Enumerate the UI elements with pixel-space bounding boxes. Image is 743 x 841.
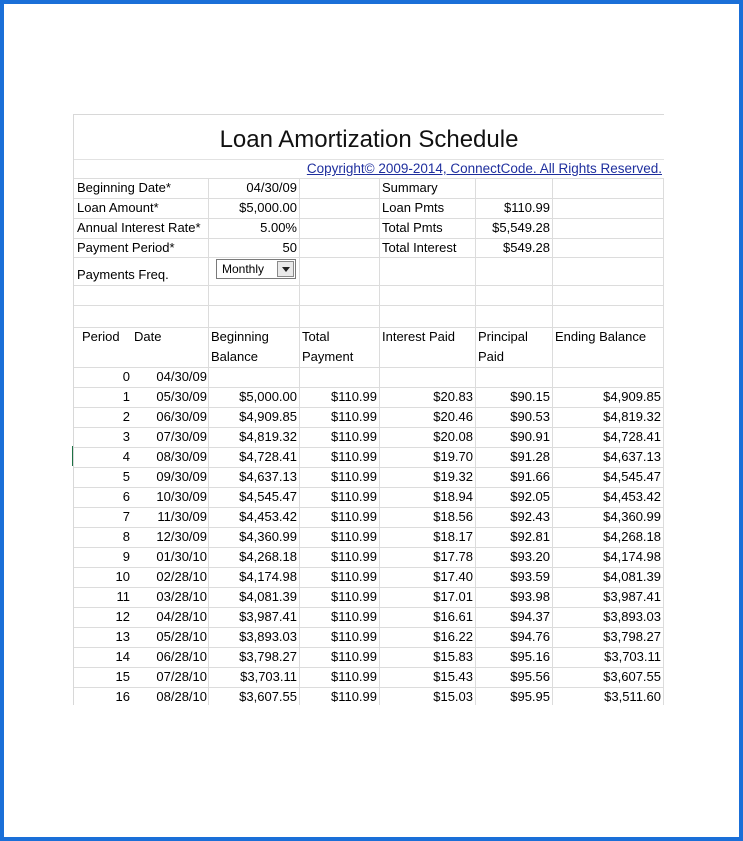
cell-interest-paid[interactable]: $20.83 bbox=[433, 389, 473, 404]
cell-period[interactable]: 13 bbox=[115, 629, 130, 644]
cell-period[interactable]: 7 bbox=[122, 509, 130, 524]
cell-ending-balance[interactable]: $4,545.47 bbox=[603, 469, 661, 484]
cell-ending-balance[interactable]: $3,893.03 bbox=[603, 609, 661, 624]
header-total-payment bbox=[302, 327, 353, 367]
cell-ending-balance[interactable]: $3,607.55 bbox=[603, 669, 661, 684]
cell-interest-paid[interactable]: $15.03 bbox=[433, 689, 473, 704]
cell-interest-paid[interactable]: $17.01 bbox=[433, 589, 473, 604]
cell-date[interactable]: 05/28/10 bbox=[156, 629, 207, 644]
cell-total-payment[interactable]: $110.99 bbox=[330, 389, 377, 404]
cell-beginning-balance[interactable]: $3,607.55 bbox=[239, 689, 297, 704]
cell-ending-balance[interactable]: $3,511.60 bbox=[604, 689, 661, 704]
cell-period[interactable]: 16 bbox=[115, 689, 130, 704]
chevron-down-icon[interactable] bbox=[277, 261, 294, 277]
grid-line bbox=[663, 178, 664, 705]
cell-interest-paid[interactable]: $15.83 bbox=[433, 649, 473, 664]
cell-interest-paid[interactable]: $19.70 bbox=[433, 449, 473, 464]
cell-date[interactable]: 09/30/09 bbox=[156, 469, 207, 484]
cell-ending-balance[interactable]: $4,268.18 bbox=[603, 529, 661, 544]
loan-amount-value[interactable]: $5,000.00 bbox=[239, 200, 297, 215]
cell-period[interactable]: 10 bbox=[115, 569, 130, 584]
cell-beginning-balance[interactable]: $4,909.85 bbox=[239, 409, 297, 424]
header-total-payment-line2: Payment bbox=[302, 349, 354, 364]
header-date: Date bbox=[134, 329, 162, 344]
cell-principal-paid[interactable]: $91.66 bbox=[510, 469, 550, 484]
cell-date[interactable]: 04/28/10 bbox=[156, 609, 207, 624]
cell-interest-paid[interactable]: $18.56 bbox=[433, 509, 473, 524]
cell-date[interactable]: 02/28/10 bbox=[156, 569, 207, 584]
cell-beginning-balance[interactable]: $4,174.98 bbox=[239, 569, 297, 584]
cell-total-payment[interactable] bbox=[299, 367, 377, 387]
cell-period[interactable]: 6 bbox=[122, 489, 130, 504]
cell-beginning-balance[interactable]: $4,819.32 bbox=[239, 429, 297, 444]
cell-date[interactable]: 04/30/09 bbox=[156, 369, 207, 384]
total-pmts-label: Total Pmts bbox=[382, 220, 443, 235]
loan-pmts-value: $110.99 bbox=[503, 200, 550, 215]
summary-heading: Summary bbox=[382, 180, 438, 195]
cell-ending-balance[interactable]: $3,703.11 bbox=[604, 649, 661, 664]
cell-total-payment[interactable]: $110.99 bbox=[330, 589, 377, 604]
interest-rate-label: Annual Interest Rate* bbox=[77, 220, 201, 235]
cell-total-payment[interactable]: $110.99 bbox=[330, 429, 377, 444]
cell-ending-balance[interactable]: $4,637.13 bbox=[603, 449, 661, 464]
grid-line bbox=[74, 305, 664, 306]
cell-date[interactable]: 05/30/09 bbox=[156, 389, 207, 404]
cell-period[interactable]: 15 bbox=[115, 669, 130, 684]
cell-date[interactable]: 07/30/09 bbox=[156, 429, 207, 444]
cell-principal-paid[interactable]: $93.20 bbox=[510, 549, 550, 564]
cell-total-payment[interactable]: $110.99 bbox=[330, 569, 377, 584]
cell-beginning-balance[interactable]: $4,268.18 bbox=[239, 549, 297, 564]
cell-beginning-balance[interactable] bbox=[208, 367, 297, 387]
cell-interest-paid[interactable]: $19.32 bbox=[433, 469, 473, 484]
cell-principal-paid[interactable]: $94.76 bbox=[510, 629, 550, 644]
sheet-title: Loan Amortization Schedule bbox=[74, 115, 664, 160]
cell-interest-paid[interactable]: $20.08 bbox=[433, 429, 473, 444]
cell-beginning-balance[interactable]: $4,637.13 bbox=[239, 469, 297, 484]
cell-date[interactable]: 08/30/09 bbox=[156, 449, 207, 464]
cell-total-payment[interactable]: $110.99 bbox=[330, 549, 377, 564]
cell-interest-paid[interactable]: $20.46 bbox=[433, 409, 473, 424]
cell-interest-paid[interactable]: $18.94 bbox=[433, 489, 473, 504]
cell-total-payment[interactable]: $110.99 bbox=[330, 469, 377, 484]
cell-ending-balance[interactable]: $4,174.98 bbox=[603, 549, 661, 564]
cell-ending-balance[interactable]: $4,728.41 bbox=[603, 429, 661, 444]
cell-principal-paid[interactable]: $95.95 bbox=[510, 689, 550, 704]
payments-freq-label: Payments Freq. bbox=[77, 267, 169, 282]
cell-total-payment[interactable]: $110.99 bbox=[330, 689, 377, 704]
cell-interest-paid[interactable]: $17.40 bbox=[433, 569, 473, 584]
cell-period[interactable]: 8 bbox=[122, 529, 130, 544]
loan-pmts-label: Loan Pmts bbox=[382, 200, 445, 215]
cell-total-payment[interactable]: $110.99 bbox=[330, 449, 377, 464]
cell-principal-paid[interactable]: $90.53 bbox=[510, 409, 550, 424]
cell-period[interactable]: 0 bbox=[122, 369, 130, 384]
copyright-link[interactable]: Copyright© 2009-2014, ConnectCode. All Rights Reserved. bbox=[306, 161, 662, 176]
cell-principal-paid[interactable]: $92.81 bbox=[510, 529, 550, 544]
header-principal-paid-line1: Principal bbox=[478, 329, 528, 344]
payment-period-value[interactable]: 50 bbox=[282, 240, 297, 255]
cell-ending-balance[interactable]: $4,819.32 bbox=[603, 409, 661, 424]
cell-period[interactable]: 9 bbox=[122, 549, 130, 564]
header-ending-balance: Ending Balance bbox=[555, 329, 647, 344]
header-beginning-balance-line2: Balance bbox=[211, 349, 258, 364]
grid-line bbox=[74, 198, 664, 199]
cell-total-payment[interactable]: $110.99 bbox=[330, 669, 377, 684]
cell-period[interactable]: 12 bbox=[115, 609, 130, 624]
cell-interest-paid[interactable]: $18.17 bbox=[433, 529, 473, 544]
header-principal-paid-line2: Paid bbox=[478, 349, 505, 364]
cell-date[interactable]: 07/28/10 bbox=[156, 669, 207, 684]
cell-period[interactable]: 4 bbox=[122, 449, 130, 464]
total-pmts-value: $5,549.28 bbox=[492, 220, 550, 235]
cell-period[interactable]: 1 bbox=[122, 389, 130, 404]
header-principal-paid bbox=[478, 327, 528, 367]
cell-principal-paid[interactable]: $93.98 bbox=[510, 589, 550, 604]
cell-beginning-balance[interactable]: $4,081.39 bbox=[239, 589, 297, 604]
cell-ending-balance[interactable]: $4,360.99 bbox=[603, 509, 661, 524]
cell-date[interactable]: 11/30/09 bbox=[157, 509, 207, 524]
cell-total-payment[interactable]: $110.99 bbox=[330, 609, 377, 624]
cell-date[interactable]: 12/30/09 bbox=[156, 529, 207, 544]
cell-date[interactable]: 03/28/10 bbox=[156, 589, 207, 604]
header-beginning-balance-line1: Beginning bbox=[211, 329, 269, 344]
cell-period[interactable]: 3 bbox=[122, 429, 130, 444]
cell-interest-paid[interactable]: $16.61 bbox=[433, 609, 473, 624]
cell-total-payment[interactable]: $110.99 bbox=[330, 649, 377, 664]
cell-beginning-balance[interactable]: $3,703.11 bbox=[240, 669, 297, 684]
loan-amount-label: Loan Amount* bbox=[77, 200, 159, 215]
cell-interest-paid[interactable]: $15.43 bbox=[433, 669, 473, 684]
cell-date[interactable]: 01/30/10 bbox=[156, 549, 207, 564]
cell-principal-paid[interactable]: $92.05 bbox=[510, 489, 550, 504]
cell-beginning-balance[interactable]: $3,798.27 bbox=[239, 649, 297, 664]
cell-principal-paid[interactable]: $91.28 bbox=[510, 449, 550, 464]
payment-period-label: Payment Period* bbox=[77, 240, 175, 255]
cell-ending-balance[interactable]: $3,987.41 bbox=[603, 589, 661, 604]
grid-line bbox=[74, 285, 664, 286]
cell-date[interactable]: 06/28/10 bbox=[156, 649, 207, 664]
cell-total-payment[interactable]: $110.99 bbox=[330, 509, 377, 524]
cell-total-payment[interactable]: $110.99 bbox=[330, 529, 377, 544]
cell-ending-balance[interactable]: $4,909.85 bbox=[603, 389, 661, 404]
cell-beginning-balance[interactable]: $4,545.47 bbox=[239, 489, 297, 504]
cell-beginning-balance[interactable]: $5,000.00 bbox=[239, 389, 297, 404]
cell-date[interactable]: 08/28/10 bbox=[156, 689, 207, 704]
cell-principal-paid[interactable]: $90.15 bbox=[510, 389, 550, 404]
cell-interest-paid[interactable] bbox=[379, 367, 473, 387]
header-interest-paid: Interest Paid bbox=[382, 329, 455, 344]
cell-date[interactable]: 06/30/09 bbox=[156, 409, 207, 424]
cell-principal-paid[interactable]: $94.37 bbox=[510, 609, 550, 624]
cell-beginning-balance[interactable]: $3,987.41 bbox=[239, 609, 297, 624]
payments-freq-selected: Monthly bbox=[222, 262, 265, 276]
cell-beginning-balance[interactable]: $3,893.03 bbox=[239, 629, 297, 644]
cell-ending-balance[interactable] bbox=[552, 367, 661, 387]
header-beginning-balance bbox=[211, 327, 269, 367]
cell-beginning-balance[interactable]: $4,453.42 bbox=[239, 509, 297, 524]
payments-freq-select[interactable] bbox=[216, 259, 296, 279]
spreadsheet bbox=[73, 114, 664, 705]
header-period: Period bbox=[82, 329, 120, 344]
cell-period[interactable]: 5 bbox=[122, 469, 130, 484]
cell-total-payment[interactable]: $110.99 bbox=[330, 629, 377, 644]
header-total-payment-line1: Total bbox=[302, 329, 330, 344]
cell-principal-paid[interactable] bbox=[475, 367, 550, 387]
interest-rate-value[interactable]: 5.00% bbox=[260, 220, 297, 235]
cell-ending-balance[interactable]: $4,081.39 bbox=[603, 569, 661, 584]
cell-period[interactable]: 14 bbox=[115, 649, 130, 664]
cell-principal-paid[interactable]: $92.43 bbox=[510, 509, 550, 524]
cell-period[interactable]: 2 bbox=[122, 409, 130, 424]
beginning-date-value[interactable]: 04/30/09 bbox=[246, 180, 297, 195]
cell-principal-paid[interactable]: $93.59 bbox=[510, 569, 550, 584]
cell-period[interactable]: 11 bbox=[116, 589, 130, 604]
beginning-date-label: Beginning Date* bbox=[77, 180, 171, 195]
cell-beginning-balance[interactable]: $4,360.99 bbox=[239, 529, 297, 544]
total-interest-label: Total Interest bbox=[382, 240, 457, 255]
cell-interest-paid[interactable]: $17.78 bbox=[433, 549, 473, 564]
cell-total-payment[interactable]: $110.99 bbox=[330, 409, 377, 424]
cell-principal-paid[interactable]: $95.56 bbox=[510, 669, 550, 684]
cell-principal-paid[interactable]: $90.91 bbox=[510, 429, 550, 444]
total-interest-value: $549.28 bbox=[503, 240, 550, 255]
cell-interest-paid[interactable]: $16.22 bbox=[433, 629, 473, 644]
cell-beginning-balance[interactable]: $4,728.41 bbox=[239, 449, 297, 464]
cell-principal-paid[interactable]: $95.16 bbox=[510, 649, 550, 664]
cell-ending-balance[interactable]: $3,798.27 bbox=[603, 629, 661, 644]
cell-ending-balance[interactable]: $4,453.42 bbox=[603, 489, 661, 504]
cell-date[interactable]: 10/30/09 bbox=[156, 489, 207, 504]
cell-total-payment[interactable]: $110.99 bbox=[330, 489, 377, 504]
